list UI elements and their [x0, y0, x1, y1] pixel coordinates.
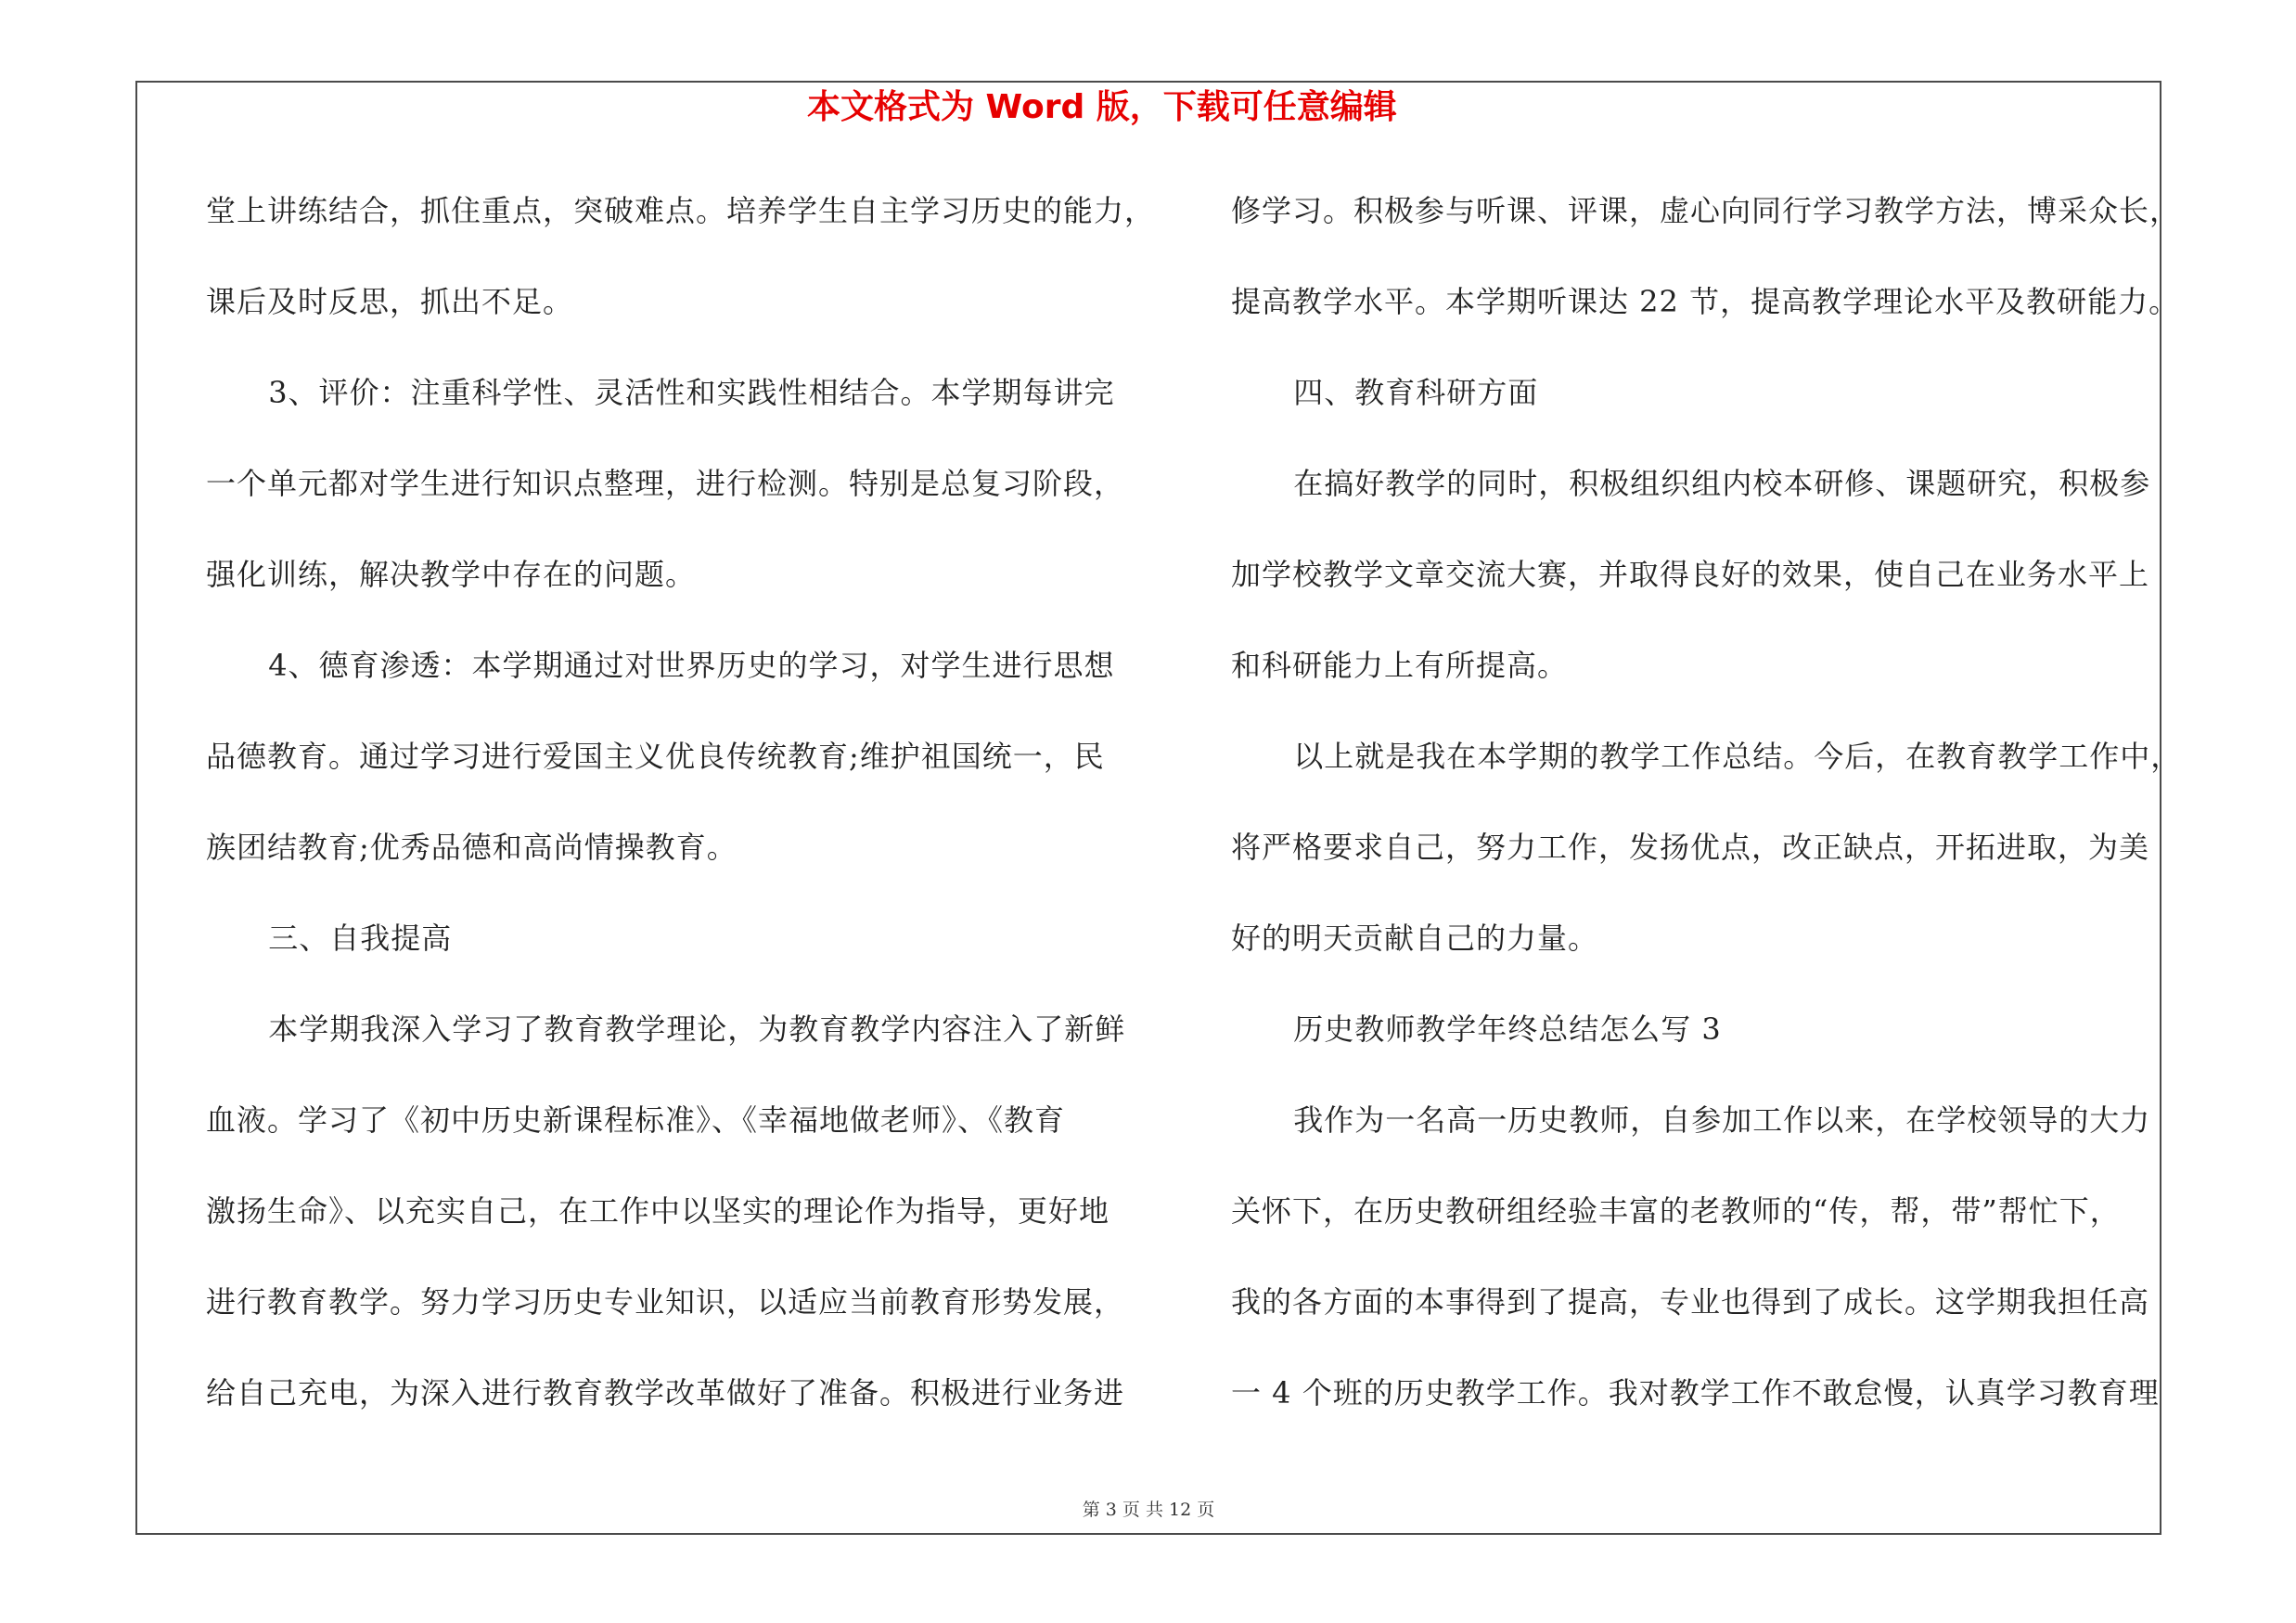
body-line: 一个单元都对学生进行知识点整理，进行检测。特别是总复习阶段，	[206, 466, 1125, 501]
body-line: 课后及时反思，抓出不足。	[206, 284, 574, 319]
body-line: 血液。学习了《初中历史新课程标准》、《幸福地做老师》、《教育	[206, 1102, 1066, 1138]
format-notice: 本文格式为 Word 版，下载可任意编辑	[807, 88, 1397, 126]
body-line: 4、德育渗透：本学期通过对世界历史的学习，对学生进行思想	[268, 648, 1115, 683]
body-line: 一 4 个班的历史教学工作。我对教学工作不敢怠慢，认真学习教育理	[1231, 1375, 2160, 1410]
section-heading: 四、教育科研方面	[1293, 375, 1539, 410]
body-line: 我作为一名高一历史教师，自参加工作以来，在学校领导的大力	[1293, 1102, 2151, 1138]
body-line: 提高教学水平。本学期听课达 22 节，提高教学理论水平及教研能力。	[1231, 284, 2180, 319]
body-line: 我的各方面的本事得到了提高，专业也得到了成长。这学期我担任高	[1231, 1284, 2150, 1320]
body-line: 将严格要求自己，努力工作，发扬优点，改正缺点，开拓进取，为美	[1231, 830, 2150, 865]
body-line: 加学校教学文章交流大赛，并取得良好的效果，使自己在业务水平上	[1231, 557, 2150, 592]
body-line: 堂上讲练结合，抓住重点，突破难点。培养学生自主学习历史的能力，	[206, 193, 1156, 228]
body-line: 3、评价：注重科学性、灵活性和实践性相结合。本学期每讲完	[268, 375, 1115, 410]
body-line: 本学期我深入学习了教育教学理论，为教育教学内容注入了新鲜	[268, 1011, 1126, 1047]
right-text-column	[1231, 165, 2181, 1438]
body-line: 和科研能力上有所提高。	[1231, 648, 1569, 683]
page-number: 第 3 页 共 12 页	[1082, 1500, 1215, 1520]
body-line: 在搞好教学的同时，积极组织组内校本研修、课题研究，积极参	[1293, 466, 2151, 501]
left-text-column	[206, 165, 1155, 1438]
body-line: 品德教育。通过学习进行爱国主义优良传统教育;维护祖国统一，民	[206, 739, 1105, 774]
body-line: 关怀下，在历史教研组经验丰富的老教师的“传，帮，带”帮忙下，	[1231, 1193, 2121, 1229]
body-line: 以上就是我在本学期的教学工作总结。今后，在教育教学工作中，	[1293, 739, 2182, 774]
article-title: 历史教师教学年终总结怎么写 3	[1293, 1011, 1722, 1047]
body-line: 进行教育教学。努力学习历史专业知识，以适应当前教育形势发展，	[206, 1284, 1125, 1320]
body-line: 修学习。积极参与听课、评课，虚心向同行学习教学方法，博采众长，	[1231, 193, 2181, 228]
body-line: 好的明天贡献自己的力量。	[1231, 921, 1599, 956]
section-heading: 三、自我提高	[268, 921, 453, 956]
body-line: 给自己充电，为深入进行教育教学改革做好了准备。积极进行业务进	[206, 1375, 1125, 1410]
body-line: 激扬生命》、以充实自己，在工作中以坚实的理论作为指导，更好地	[206, 1193, 1110, 1229]
body-line: 族团结教育;优秀品德和高尚情操教育。	[206, 830, 738, 865]
body-line: 强化训练，解决教学中存在的问题。	[206, 557, 697, 592]
